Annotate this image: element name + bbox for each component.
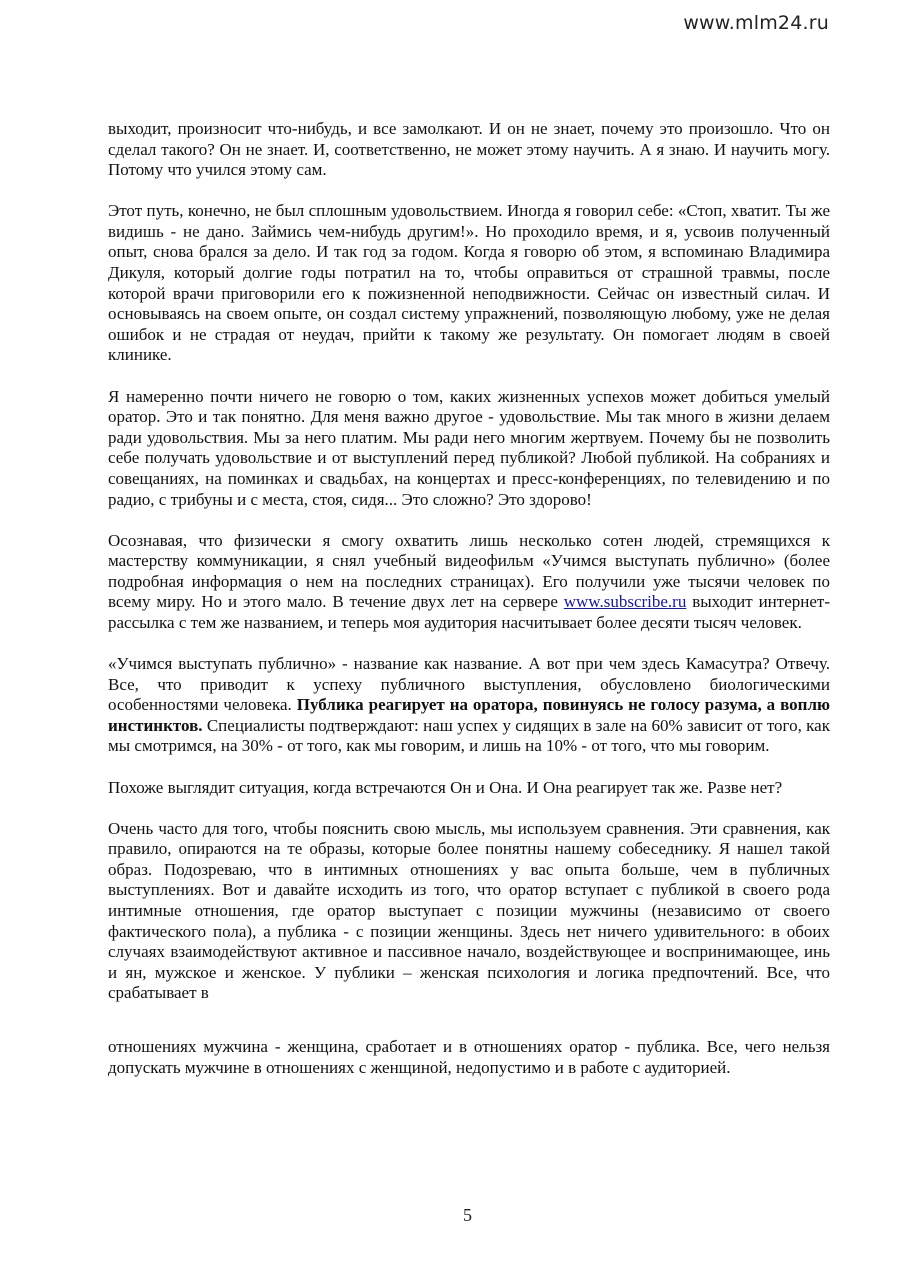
paragraph-6: Похоже выглядит ситуация, когда встречаются Он и Она. И Она реагирует так же. Разве нет? — [108, 777, 783, 797]
paragraph-5-bold-statement: Публика реагирует на оратора, повинуясь не голосу разума, а воплю инстинктов. — [108, 695, 830, 735]
paragraph-5 — [108, 654, 830, 757]
paragraph-2: Этот путь, конечно, не был сплошным удовольствием. Иногда я говорил себе: «Стоп, хватит. Ты же видишь - не дано. Займись чем-нибудь другим!». Но проходило время, и я, усвоив полученный опыт, снова брался за дело. И так год за годом. Когда я говорю об этом, я вспоминаю Владимира Дикуля, который долгие годы потратил на то, чтобы оправиться от страшной травмы, после которой врачи приговорили его к пожизненной неподвижности. Сейчас он известный силач. И основываясь на своем опыте, он создал систему упражнений, позволяющую любому, уже не делая ошибок и не страдая от неудач, прийти к такому же результату. Он помогает людям в своей клинике. — [108, 201, 830, 365]
paragraph-4 — [108, 531, 830, 634]
paragraph-5-text-end: Специалисты подтверждают: наш успех у сидящих в зале на 60% зависит от того, как мы смотримся, на 30% - от того, как мы говорим, и лишь на 10% - от того, что мы говорим. — [108, 715, 830, 756]
page-number: 5 — [463, 1205, 472, 1225]
paragraph-7: Очень часто для того, чтобы пояснить свою мысль, мы используем сравнения. Эти сравнения, как правило, опираются на те образы, которые более понятны нашему собеседнику. Я нашел такой образ. Подозреваю, что в интимных отношениях у вас опыта больше, чем в публичных выступлениях. Вот и давайте исходить из того, что оратор вступает с публикой в своего рода интимные отношения, где оратор выступает с позиции мужчины (независимо от своего фактического пола), а публика - с позиции женщины. Здесь нет ничего удивительного: в обоих случаях взаимодействуют активное и пассивное начало, воздействующее и воспринимающее, инь и ян, мужское и женское. У публики – женская психология и логика предпочтений. Все, что срабатывает в — [108, 818, 830, 1003]
site-url-header: www.mlm24.ru — [683, 12, 829, 34]
paragraph-3: Я намеренно почти ничего не говорю о том, каких жизненных успехов может добиться умелый оратор. Это и так понятно. Для меня важно другое - удовольствие. Мы так много в жизни делаем ради удовольствия. Мы за него платим. Мы ради него многим жертвуем. Почему бы не позволить себе получать удовольствие и от выступлений перед публикой? Любой публикой. На собраниях и совещаниях, на поминках и свадьбах, на концертах и пресс-конференциях, по телевидению и по радио, с трибуны и с места, стоя, сидя... Это сложно? Это здорово! — [108, 386, 830, 509]
paragraph-4-text-end: выходит интернет-рассылка с тем же названием, и теперь моя аудитория насчитывает более десяти тысяч человек. — [108, 592, 830, 632]
paragraph-8: отношениях мужчина - женщина, сработает и в отношениях оратор - публика. Все, чего нельзя допускать мужчине в отношениях с женщиной, недопустимо и в работе с аудиторией. — [108, 1036, 830, 1077]
paragraph-4-text-start: Осознавая, что физически я смогу охватить лишь несколько сотен людей, стремящихся к мастерству коммуникации, я снял учебный видеофильм «Учимся выступать публично» (более подробная информация о нем на последних страницах). Его получили уже тысячи человек по всему миру. Но и этого мало. В течение двух лет на сервере — [108, 530, 830, 612]
subscribe-link[interactable]: www.subscribe.ru — [563, 592, 687, 612]
paragraph-5-text-start: «Учимся выступать публично» - название как название. А вот при чем здесь Камасутра? Отвечу. Все, что приводит к успеху публичного выступления, обусловлено биологическими особенностями человека. — [108, 654, 830, 715]
paragraph-1: выходит, произносит что-нибудь, и все замолкают. И он не знает, почему это произошло. Что он сделал такого? Он не знает. И, соответственно, не может этому научить. А я знаю. И научить могу. Потому что учился этому сам. — [108, 119, 830, 180]
page-body — [108, 119, 830, 1099]
